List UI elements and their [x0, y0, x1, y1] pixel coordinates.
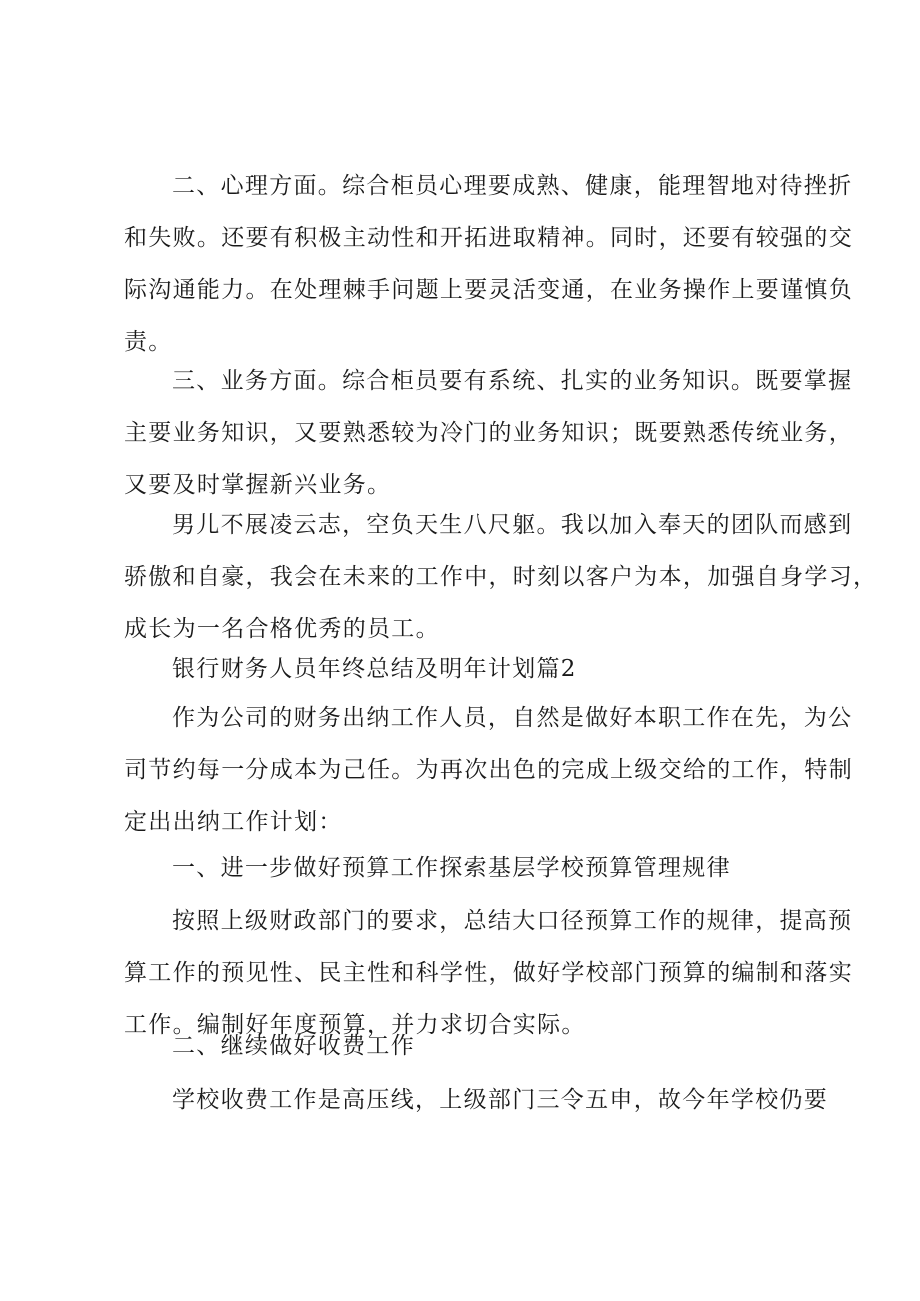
text-line: 工作。编制好年度预算，并力求切合实际。	[124, 1012, 586, 1038]
text-line: 二、心理方面。综合柜员心理要成熟、健康，能理智地对待挫折	[172, 173, 853, 199]
paragraph-psychology	[124, 171, 853, 379]
text-line: 骄傲和自豪，我会在未来的工作中，时刻以客户为本，加强自身学习，	[124, 564, 878, 590]
text-line: 定出出纳工作计划：	[124, 809, 343, 835]
text-line: 男儿不展凌云志，空负天生八尺躯。我以加入奉天的团队而感到	[172, 512, 853, 538]
text-line: 学校收费工作是高压线，上级部门三令五申，故今年学校仍要	[172, 1087, 829, 1113]
text-line: 算工作的预见性、民主性和科学性，做好学校部门预算的编制和落实	[124, 960, 853, 986]
paragraph-fees	[124, 1085, 829, 1137]
subheading-budget: 一、进一步做好预算工作探索基层学校预算管理规律	[172, 855, 731, 881]
text-line: 三、业务方面。综合柜员要有系统、扎实的业务知识。既要掌握	[172, 368, 853, 394]
text-line: 又要及时掌握新兴业务。	[124, 472, 392, 498]
paragraph-intro	[124, 703, 853, 859]
text-line: 和失败。还要有积极主动性和开拓进取精神。同时，还要有较强的交	[124, 225, 853, 251]
paragraph-business	[124, 366, 853, 522]
section-title: 银行财务人员年终总结及明年计划篇2	[172, 656, 577, 682]
text-line: 主要业务知识，又要熟悉较为冷门的业务知识；既要熟悉传统业务，	[124, 420, 853, 446]
text-line: 司节约每一分成本为己任。为再次出色的完成上级交给的工作，特制	[124, 757, 853, 783]
text-line: 成长为一名合格优秀的员工。	[124, 616, 440, 642]
paragraph-ambition	[124, 510, 878, 666]
text-line: 责。	[124, 329, 173, 355]
text-line: 际沟通能力。在处理棘手问题上要灵活变通，在业务操作上要谨慎负	[124, 277, 853, 303]
text-line: 作为公司的财务出纳工作人员，自然是做好本职工作在先，为公	[172, 705, 853, 731]
text-line: 按照上级财政部门的要求，总结大口径预算工作的规律，提高预	[172, 908, 853, 934]
subheading-fees: 二、继续做好收费工作	[172, 1033, 415, 1059]
